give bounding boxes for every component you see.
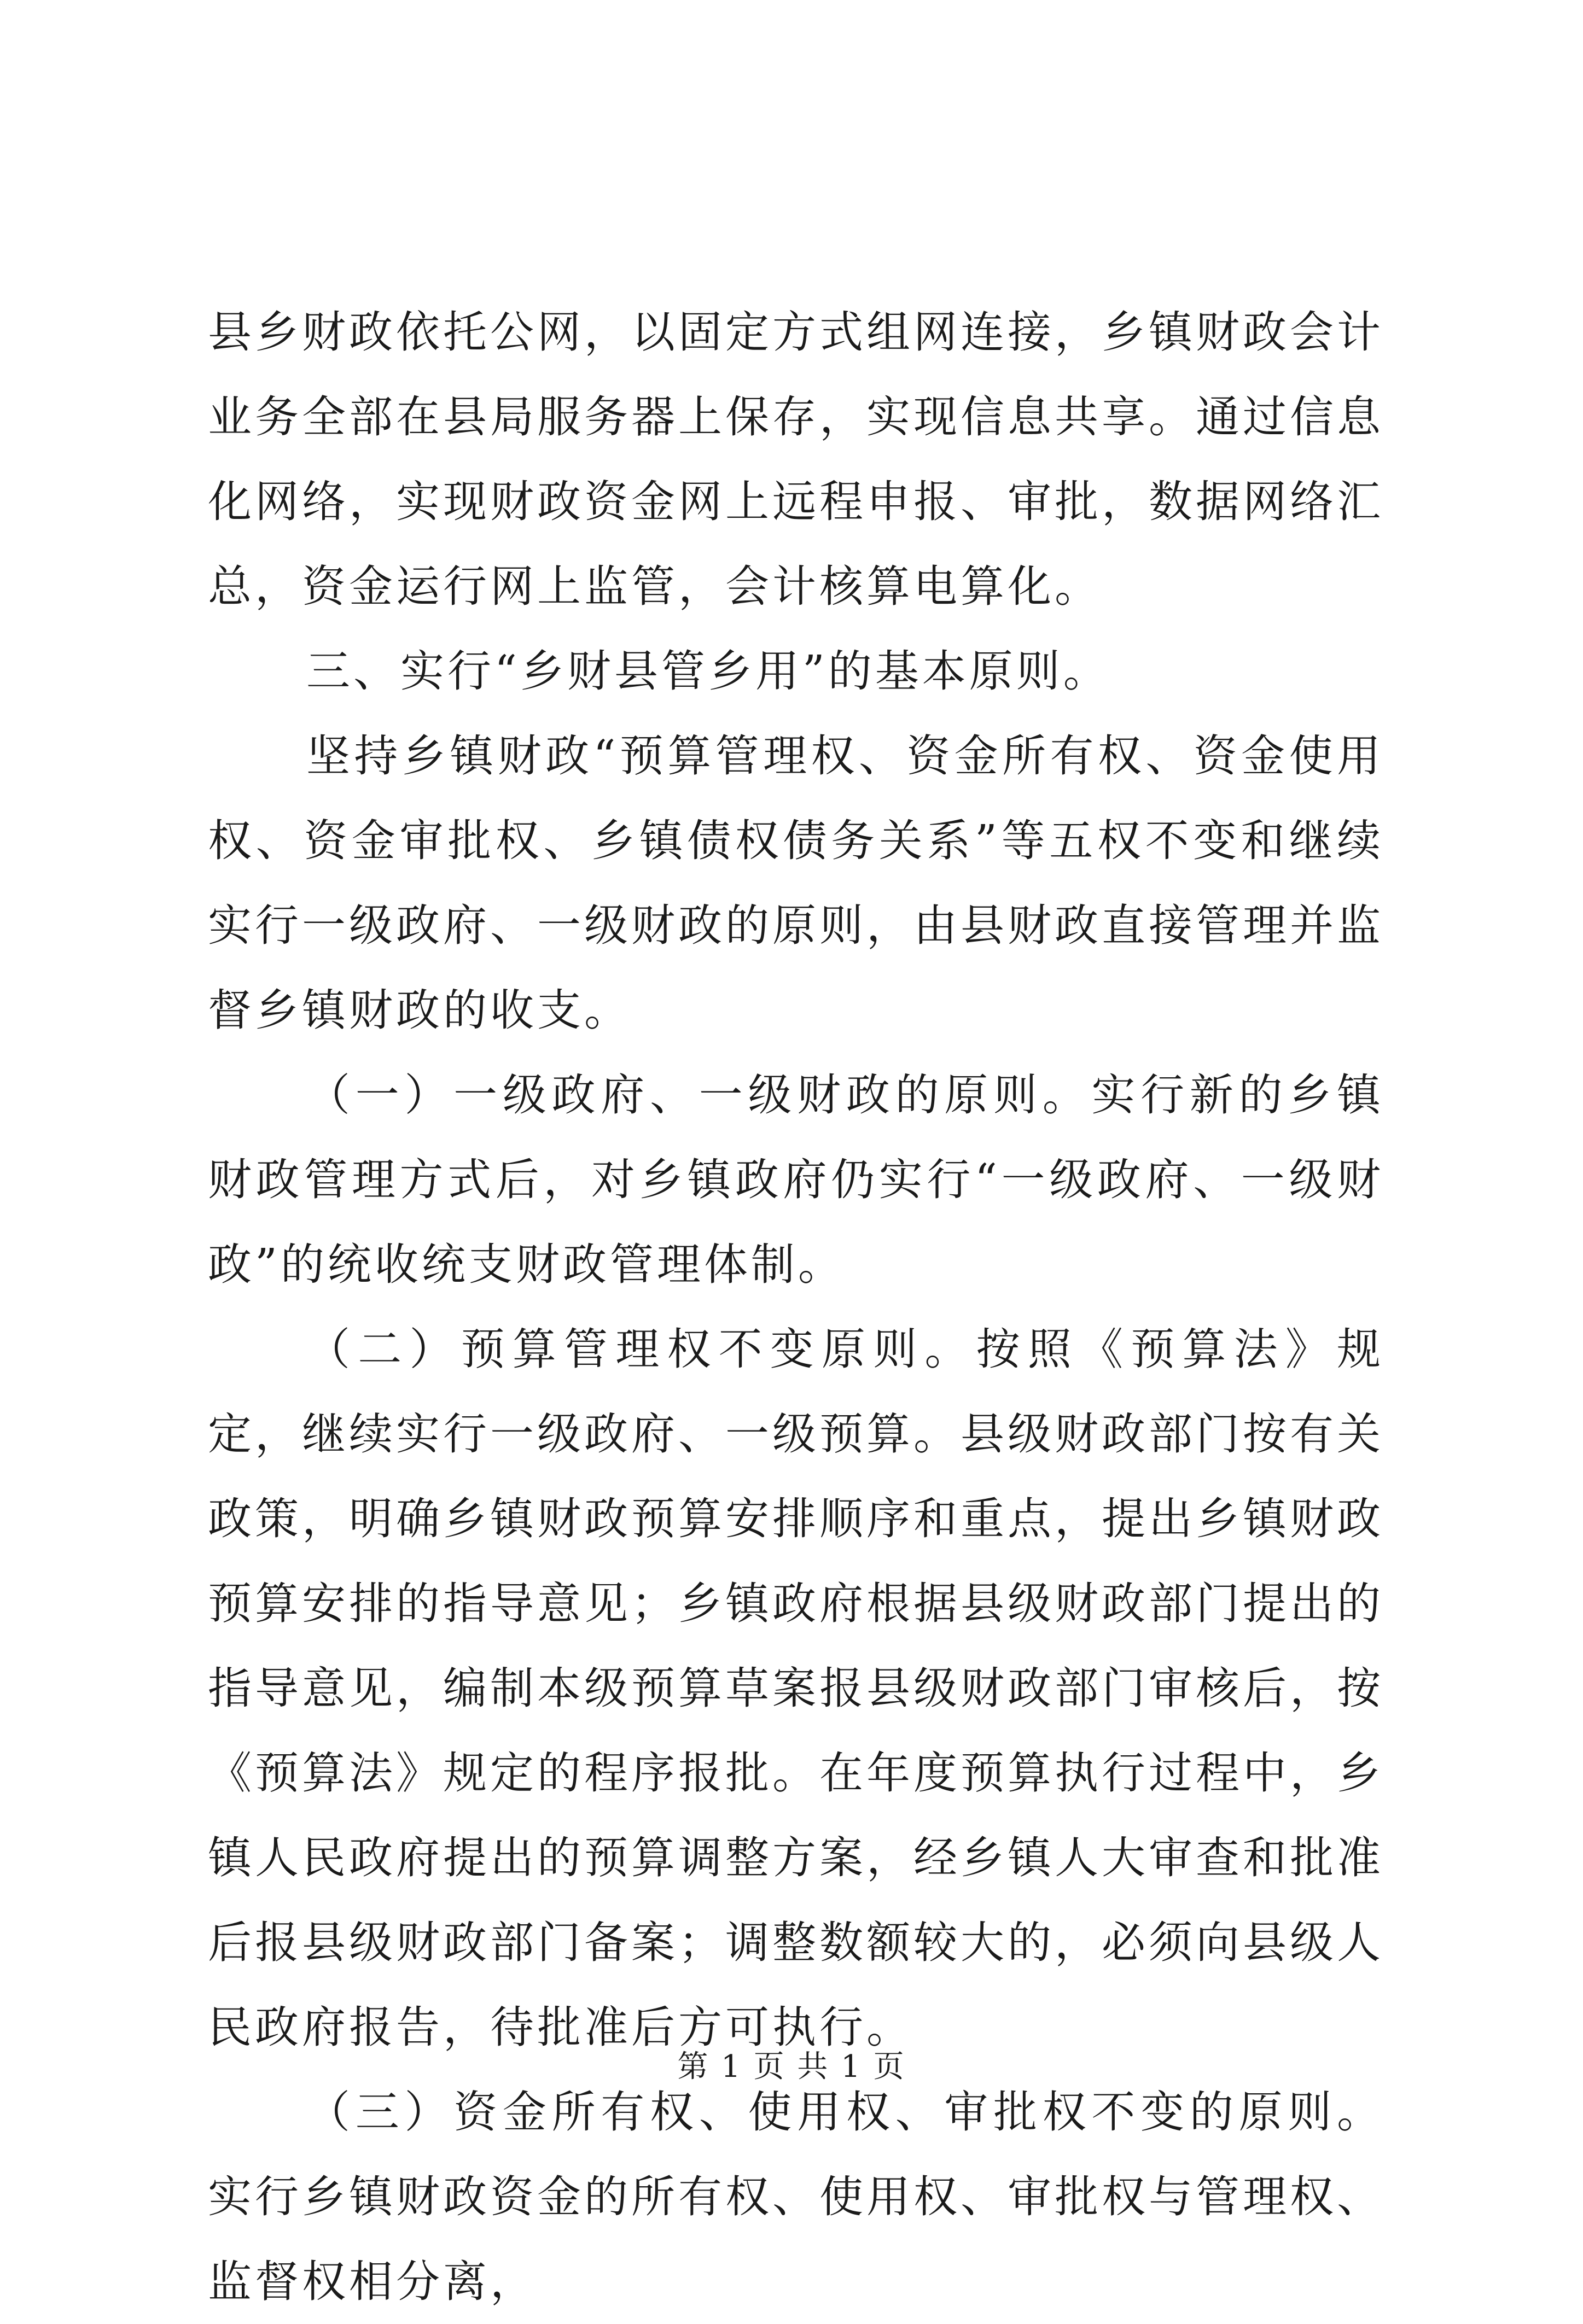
paragraph-continuation: 县乡财政依托公网，以固定方式组网连接，乡镇财政会计业务全部在县局服务器上保存，实现信息共享。通过信息化网络，实现财政资金网上远程申报、审批，数据网络汇总，资金运行网上监管，会计核算电算化。 bbox=[208, 307, 1384, 612]
paragraph-principles: 坚持乡镇财政“预算管理权、资金所有权、资金使用权、资金审批权、乡镇债权债务关系”等五权不变和继续实行一级政府、一级财政的原则，由县财政直接管理并监督乡镇财政的收支。 bbox=[208, 731, 1384, 1036]
document-body bbox=[208, 290, 1384, 2324]
paragraph-item-two: （二）预算管理权不变原则。按照《预算法》规定，继续实行一级政府、一级预算。县级财政部门按有关政策，明确乡镇财政预算安排顺序和重点，提出乡镇财政预算安排的指导意见；乡镇政府根据县级财政部门提出的指导意见，编制本级预算草案报县级财政部门审核后，按《预算法》规定的程序报批。在年度预算执行过程中，乡镇人民政府提出的预算调整方案，经乡镇人大审查和批准后报县级财政部门备案；调整数额较大的，必须向县级人民政府报告，待批准后方可执行。 bbox=[208, 1324, 1384, 2053]
paragraph-item-three: （三）资金所有权、使用权、审批权不变的原则。实行乡镇财政资金的所有权、使用权、审批权与管理权、监督权相分离， bbox=[208, 2087, 1384, 2307]
section-heading-three: 三、实行“乡财县管乡用”的基本原则。 bbox=[306, 646, 1110, 697]
page-footer bbox=[0, 2048, 1583, 2086]
paragraph-item-one: （一）一级政府、一级财政的原则。实行新的乡镇财政管理方式后，对乡镇政府仍实行“一级政府、一级财政”的统收统支财政管理体制。 bbox=[208, 1070, 1384, 1290]
page-number: 第 1 页 共 1 页 bbox=[677, 2049, 906, 2084]
